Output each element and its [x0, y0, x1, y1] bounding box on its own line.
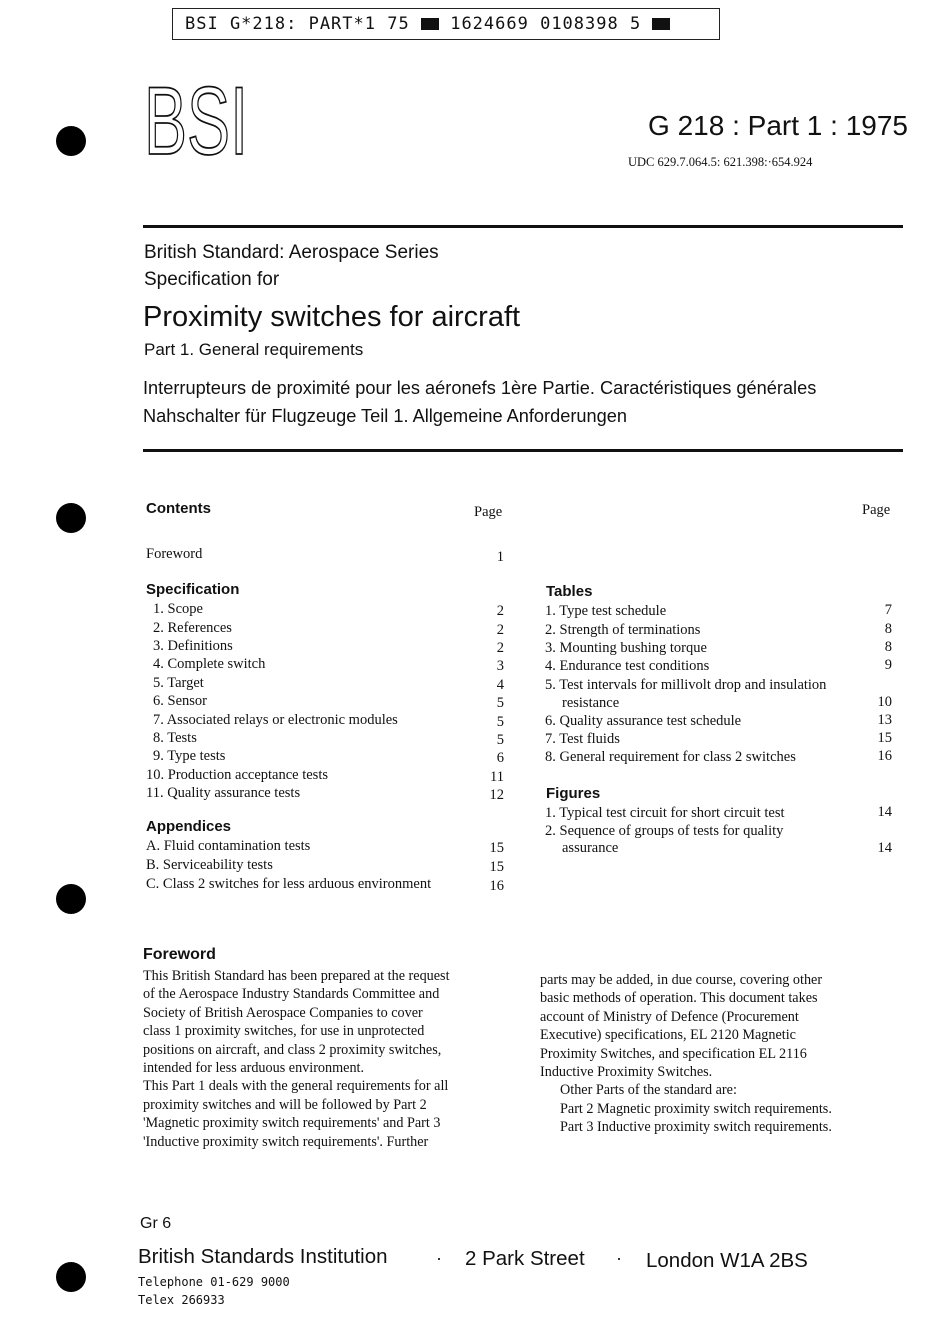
specification-heading: Specification — [146, 581, 240, 598]
price-grade: Gr 6 — [140, 1215, 172, 1232]
foreword-line: Inductive Proximity Switches. — [540, 1064, 713, 1081]
toc-spec-page: 11 — [490, 769, 504, 785]
foreword-line: This Part 1 deals with the general requirements for all — [143, 1078, 449, 1095]
spec-for: Specification for — [144, 269, 280, 290]
toc-table-item: 4. Endurance test conditions — [545, 658, 710, 674]
toc-figure-item-cont: assurance — [562, 840, 619, 856]
toc-table-item: 6. Quality assurance test schedule — [545, 713, 742, 729]
figures-heading: Figures — [546, 785, 601, 802]
page-label-left: Page — [474, 504, 503, 520]
toc-table-item: 1. Type test schedule — [545, 603, 667, 619]
toc-foreword: Foreword — [146, 546, 203, 562]
stamp-block-2 — [652, 18, 670, 30]
toc-spec-page: 6 — [496, 750, 504, 766]
foreword-right-column — [540, 971, 832, 1137]
toc-spec-item: 1. Scope — [153, 601, 203, 617]
toc-table-page: 9 — [884, 657, 892, 673]
footer-city: London W1A 2BS — [646, 1249, 808, 1272]
toc-table-page: 16 — [877, 748, 892, 764]
toc-spec-item: 4. Complete switch — [153, 656, 266, 672]
footer-address: 2 Park Street — [465, 1247, 585, 1270]
punch-hole-1 — [56, 126, 86, 156]
toc-figure-item: 1. Typical test circuit for short circuit test — [545, 805, 785, 821]
top-rule — [143, 225, 903, 228]
french-title: Interrupteurs de proximité pour les aéronefs 1ère Partie. Caractéristiques générales — [143, 378, 817, 398]
series-title: British Standard: Aerospace Series — [144, 242, 439, 263]
toc-spec-item: 2. References — [153, 620, 232, 636]
appendices-heading: Appendices — [146, 818, 232, 835]
stamp-text-b: 1624669 0108398 5 — [450, 14, 642, 34]
toc-foreword-page: 1 — [496, 549, 504, 565]
toc-appendix-page: 15 — [489, 859, 504, 875]
toc-spec-page: 5 — [496, 714, 504, 730]
footer-separator-2: · — [616, 1248, 622, 1268]
footer-org: British Standards Institution — [138, 1245, 388, 1268]
toc-spec-item: 3. Definitions — [153, 638, 233, 654]
toc-table-item: 3. Mounting bushing torque — [545, 640, 707, 656]
toc-table-item: 2. Strength of terminations — [545, 622, 701, 638]
foreword-line: account of Ministry of Defence (Procurement — [540, 1008, 799, 1025]
punch-hole-2 — [56, 503, 86, 533]
toc-spec-page: 2 — [496, 603, 504, 619]
toc-spec-page: 3 — [496, 658, 504, 674]
toc-table-page: 13 — [877, 712, 892, 728]
main-title: Proximity switches for aircraft — [143, 301, 521, 333]
foreword-line: Part 3 Inductive proximity switch requirements. — [560, 1119, 832, 1136]
catalog-stamp — [172, 8, 720, 40]
footer-telephone: Telephone 01-629 9000 — [138, 1275, 290, 1289]
udc-code: UDC 629.7.064.5: 621.398:·654.924 — [628, 155, 813, 169]
german-title: Nahschalter für Flugzeuge Teil 1. Allgemeine Anforderungen — [143, 406, 627, 426]
toc-table-item-cont: resistance — [562, 695, 620, 711]
foreword-line: class 1 proximity switches, for use in unprotected — [143, 1023, 425, 1040]
page-label-right: Page — [862, 502, 891, 518]
toc-figure-page: 14 — [877, 804, 892, 820]
toc-appendix-item: B. Serviceability tests — [146, 857, 273, 873]
foreword-left-column — [143, 967, 450, 1151]
footer-telex: Telex 266933 — [138, 1293, 225, 1307]
part-title: Part 1. General requirements — [144, 340, 364, 359]
toc-spec-item: 9. Type tests — [153, 748, 226, 764]
toc-spec-item: 8. Tests — [153, 730, 197, 746]
toc-figure-page: 14 — [877, 840, 892, 856]
foreword-line: Proximity Switches, and specification EL 2116 — [540, 1045, 807, 1062]
toc-appendix-item: C. Class 2 switches for less arduous environment — [146, 876, 432, 892]
toc-figure-item: 2. Sequence of groups of tests for quality — [545, 823, 784, 839]
toc-spec-item: 6. Sensor — [153, 693, 207, 709]
foreword-line: 'Magnetic proximity switch requirements' and Part 3 — [143, 1115, 441, 1132]
foreword-line: 'Inductive proximity switch requirements'. Further — [143, 1133, 429, 1150]
toc-spec-item: 11. Quality assurance tests — [146, 785, 301, 801]
stamp-block-1 — [421, 18, 439, 30]
toc-table-page: 10 — [877, 694, 892, 710]
foreword-heading: Foreword — [143, 946, 216, 963]
toc-spec-page: 12 — [489, 787, 504, 803]
toc-spec-page: 5 — [496, 695, 504, 711]
punch-hole-4 — [56, 1262, 86, 1292]
toc-table-page: 15 — [877, 730, 892, 746]
toc-spec-page: 5 — [496, 732, 504, 748]
foreword-line: This British Standard has been prepared at the request — [143, 968, 450, 984]
punch-hole-3 — [56, 884, 86, 914]
foreword-line: intended for less arduous environment. — [143, 1060, 365, 1077]
toc-spec-page: 4 — [496, 677, 504, 693]
tables-heading: Tables — [546, 583, 593, 600]
foreword-line: Other Parts of the standard are: — [560, 1082, 737, 1099]
foreword-line: parts may be added, in due course, covering other — [540, 972, 823, 988]
toc-spec-item: 5. Target — [153, 675, 204, 691]
toc-table-item: 8. General requirement for class 2 switches — [545, 749, 796, 765]
toc-spec-item: 7. Associated relays or electronic modules — [153, 712, 398, 728]
foreword-line: basic methods of operation. This document takes — [540, 990, 818, 1007]
footer-separator-1: · — [436, 1248, 442, 1268]
foreword-line: proximity switches and will be followed by Part 2 — [143, 1096, 427, 1113]
toc-table-page: 8 — [884, 639, 892, 655]
foreword-line: Executive) specifications, EL 2120 Magnetic — [540, 1027, 796, 1044]
toc-table-page: 8 — [884, 621, 892, 637]
foreword-line: of the Aerospace Industry Standards Committee and — [143, 986, 440, 1003]
bsi-logo — [144, 65, 254, 176]
foreword-line: Society of British Aerospace Companies to cover — [143, 1004, 423, 1021]
standard-number: G 218 : Part 1 : 1975 — [648, 110, 908, 141]
toc-table-page: 7 — [884, 602, 892, 618]
title-rule — [143, 449, 903, 452]
foreword-line: Part 2 Magnetic proximity switch requirements. — [560, 1100, 832, 1117]
toc-appendix-page: 16 — [489, 878, 504, 894]
toc-spec-page: 2 — [496, 640, 504, 656]
toc-appendix-item: A. Fluid contamination tests — [146, 838, 311, 854]
contents-heading: Contents — [146, 500, 211, 517]
toc-spec-item: 10. Production acceptance tests — [146, 767, 328, 783]
bsi-logo-text: BSI — [144, 65, 248, 175]
toc-appendix-page: 15 — [489, 840, 504, 856]
toc-spec-page: 2 — [496, 622, 504, 638]
stamp-text-a: BSI G*218: PART*1 75 — [185, 14, 410, 34]
foreword-line: positions on aircraft, and class 2 proximity switches, — [143, 1041, 442, 1058]
toc-table-item: 7. Test fluids — [545, 731, 620, 747]
toc-table-item: 5. Test intervals for millivolt drop and insulation — [545, 677, 827, 693]
